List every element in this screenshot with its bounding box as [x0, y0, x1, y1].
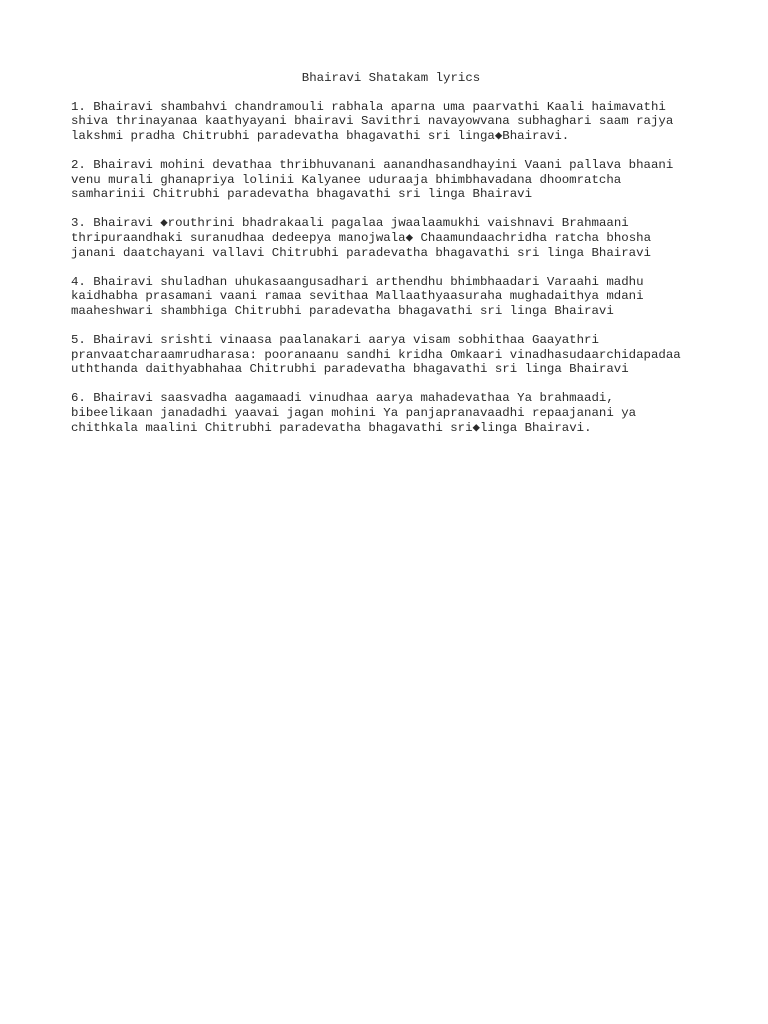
verse-line: 4. Bhairavi shuladhan uhukasaangusadhari arthendhu bhimbhaadari Varaahi madhu: [71, 274, 644, 289]
verse-line: venu murali ghanapriya lolinii Kalyanee uduraaja bhimbhavadana dhoomratcha: [71, 172, 622, 187]
verse-line: uththanda daithyabhahaa Chitrubhi paradevatha bhagavathi sri linga Bhairavi: [71, 362, 629, 377]
verse-line: thripuraandhaki suranudhaa dedeepya manojwala◆ Chaamundaachridha ratcha bhosha: [71, 230, 652, 245]
verse-4: [71, 275, 711, 319]
verse-3: [71, 216, 711, 260]
verse-line: shiva thrinayanaa kaathyayani bhairavi Savithri navayowvana subhaghari saam rajya: [71, 114, 674, 129]
verse-line: pranvaatcharaamrudharasa: pooranaanu sandhi kridha Omkaari vinadhasudaarchidapadaa: [71, 347, 681, 362]
verse-line: 3. Bhairavi ◆routhrini bhadrakaali pagalaa jwaalaamukhi vaishnavi Brahmaani: [71, 216, 629, 231]
verse-1: [71, 100, 711, 144]
verse-line: bibeelikaan janadadhi yaavai jagan mohini Ya panjapranavaadhi repaajanani ya: [71, 406, 637, 421]
verse-line: lakshmi pradha Chitrubhi paradevatha bhagavathi sri linga◆Bhairavi.: [71, 128, 570, 143]
verse-line: samharinii Chitrubhi paradevatha bhagavathi sri linga Bhairavi: [71, 187, 533, 202]
verse-2: [71, 158, 711, 202]
page-title: Bhairavi Shatakam lyrics: [301, 71, 481, 85]
verse-line: kaidhabha prasamani vaani ramaa sevithaa Mallaathyaasuraha mughadaithya mdani: [71, 289, 644, 304]
verse-line: 2. Bhairavi mohini devathaa thribhuvanani aanandhasandhayini Vaani pallava bhaani: [71, 157, 674, 172]
document-body: [71, 71, 711, 450]
verse-5: [71, 333, 711, 377]
verse-line: chithkala maalini Chitrubhi paradevatha bhagavathi sri◆linga Bhairavi.: [71, 420, 592, 435]
verse-6: [71, 391, 711, 435]
verse-line: janani daatchayani vallavi Chitrubhi paradevatha bhagavathi sri linga Bhairavi: [71, 245, 651, 260]
verse-line: 5. Bhairavi srishti vinaasa paalanakari aarya visam sobhithaa Gaayathri: [71, 333, 599, 348]
verse-line: 1. Bhairavi shambahvi chandramouli rabhala aparna uma paarvathi Kaali haimavathi: [71, 99, 666, 114]
verse-line: 6. Bhairavi saasvadha aagamaadi vinudhaa aarya mahadevathaa Ya brahmaadi,: [71, 391, 614, 406]
verse-line: maaheshwari shambhiga Chitrubhi paradevatha bhagavathi sri linga Bhairavi: [71, 303, 614, 318]
